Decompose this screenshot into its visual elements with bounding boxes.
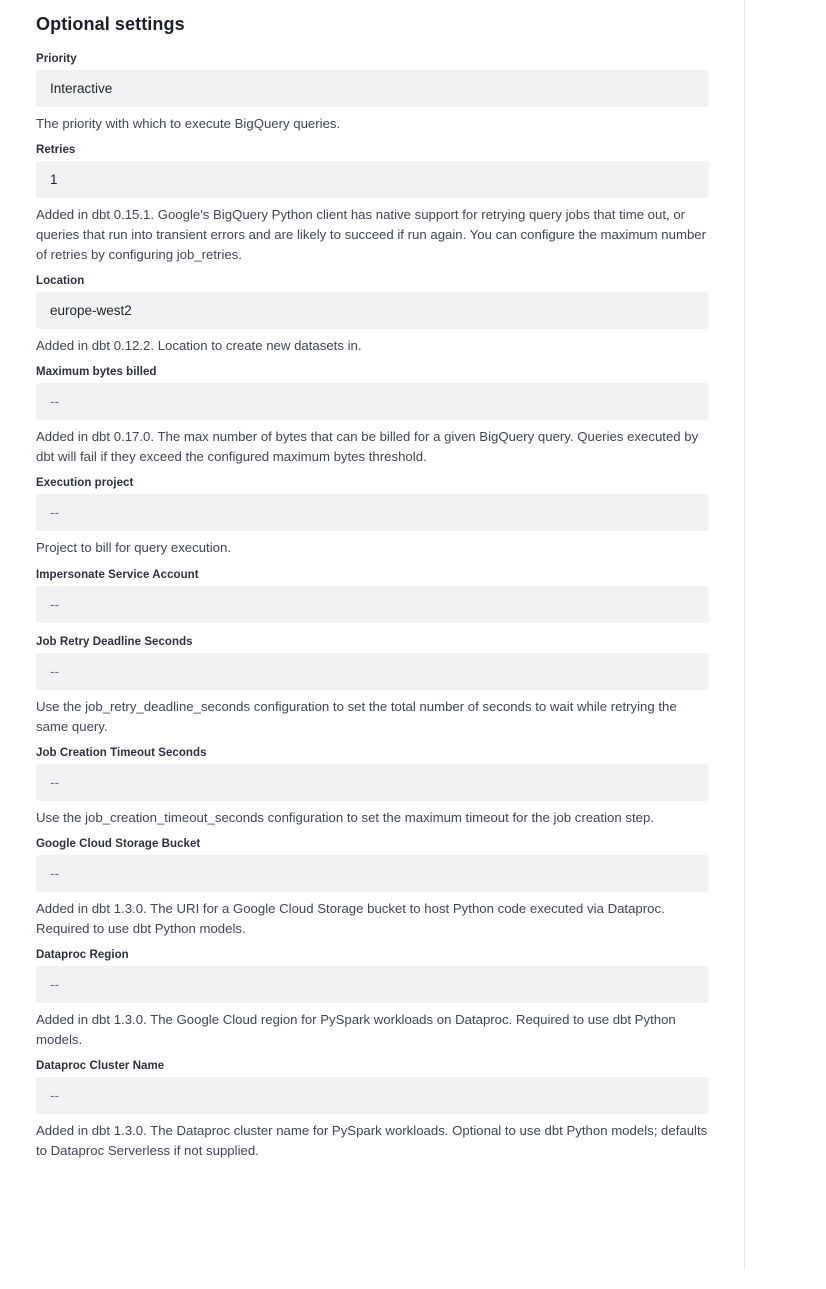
settings-field <box>36 838 708 939</box>
field-input[interactable]: -- <box>36 855 709 892</box>
field-label: Google Cloud Storage Bucket <box>36 837 201 850</box>
field-input[interactable]: -- <box>36 764 709 801</box>
field-help-text: Project to bill for query execution. <box>36 540 231 556</box>
field-help-text: Added in dbt 0.17.0. The max number of bytes that can be billed for a given BigQuery query. Queries executed by dbt will fail if they exceed the configured maximum bytes threshold. <box>36 429 699 465</box>
field-label: Maximum bytes billed <box>36 366 157 379</box>
settings-field <box>36 144 708 265</box>
field-input[interactable]: -- <box>36 494 709 531</box>
field-label: Dataproc Region <box>36 948 129 961</box>
settings-field <box>36 53 708 134</box>
settings-field <box>36 636 708 737</box>
settings-field <box>36 477 708 558</box>
settings-field <box>36 1060 708 1161</box>
field-input[interactable]: -- <box>36 966 709 1003</box>
settings-field <box>36 275 708 356</box>
field-help-text: Added in dbt 1.3.0. The URI for a Google Cloud Storage bucket to host Python code executed via Dataproc. Required to use dbt Python models. <box>36 900 665 936</box>
settings-field <box>36 949 708 1050</box>
field-input[interactable]: 1 <box>36 161 709 198</box>
field-help-text: Use the job_creation_timeout_seconds configuration to set the maximum timeout for the job creation step. <box>36 809 654 825</box>
field-help-text: Use the job_retry_deadline_seconds configuration to set the total number of seconds to wait while retrying the same query. <box>36 698 677 734</box>
field-input[interactable]: Interactive <box>36 70 709 107</box>
settings-field <box>36 569 708 636</box>
field-label: Dataproc Cluster Name <box>36 1059 165 1072</box>
field-label: Retries <box>36 144 76 157</box>
settings-field <box>36 366 708 467</box>
page-title: Optional settings <box>36 14 185 34</box>
field-help-text: Added in dbt 0.15.1. Google's BigQuery Python client has native support for retrying query jobs that time out, or queries that run into transient errors and are likely to succeed if run again. You can configure the maximum number of retries by configuring job_retries. <box>36 207 706 263</box>
field-label: Priority <box>36 53 77 65</box>
field-label: Execution project <box>36 477 134 490</box>
field-label: Job Creation Timeout Seconds <box>36 746 207 759</box>
field-input[interactable]: -- <box>36 653 709 690</box>
field-input[interactable]: -- <box>36 383 709 420</box>
field-help-text: Added in dbt 1.3.0. The Google Cloud region for PySpark workloads on Dataproc. Required to use dbt Python models. <box>36 1011 676 1047</box>
field-input[interactable]: -- <box>36 586 709 623</box>
field-input[interactable]: -- <box>36 1077 709 1114</box>
field-spacer <box>36 623 708 636</box>
field-help-text: The priority with which to execute BigQuery queries. <box>36 116 341 131</box>
settings-field <box>36 747 708 828</box>
field-input[interactable]: europe-west2 <box>36 292 709 329</box>
settings-field-list <box>36 53 708 1161</box>
panel-bottom-spacer <box>36 1171 708 1191</box>
field-label: Impersonate Service Account <box>36 568 199 581</box>
field-label: Job Retry Deadline Seconds <box>36 635 193 648</box>
field-label: Location <box>36 275 85 288</box>
field-help-text: Added in dbt 0.12.2. Location to create new datasets in. <box>36 338 362 354</box>
field-help-text: Added in dbt 1.3.0. The Dataproc cluster name for PySpark workloads. Optional to use dbt Python models; defaults to Dataproc Serverless if not supplied. <box>36 1122 708 1158</box>
